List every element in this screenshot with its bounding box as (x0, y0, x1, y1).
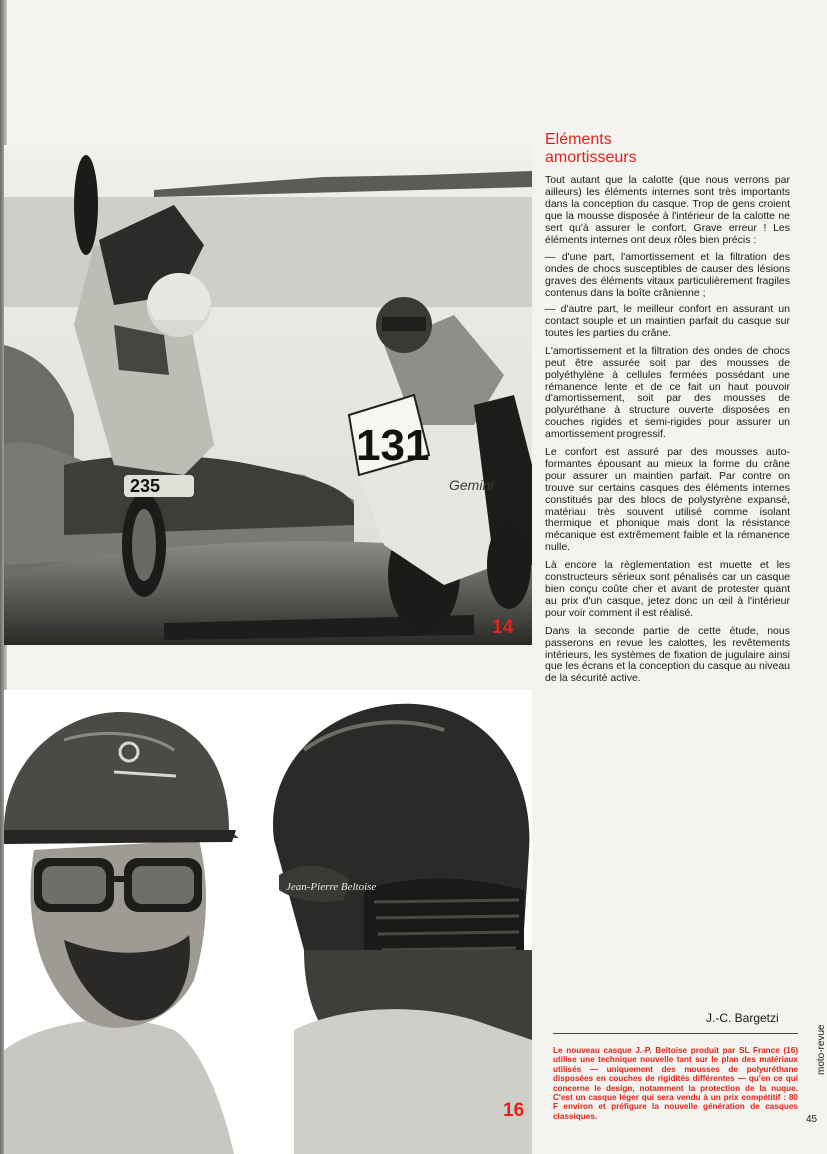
figure-number-16: 16 (503, 1100, 525, 1121)
magazine-name: moto-revue (816, 1024, 827, 1075)
svg-text:Gemini: Gemini (449, 477, 494, 493)
paragraph-intro: Tout autant que la calotte (que nous verrons par ailleurs) les éléments internes sont très importants dans la conception du casque. Trop de gens croient que la mousse disposée à l'intérieur de la calotte ne sert qu'à assurer le confort. Grave erreur ! Les éléments internes ont deux rôles bien précis : (545, 174, 790, 246)
paragraph-damping: L'amortissement et la filtration des ondes de chocs peut être assurée soit par des mousses de polyéthylène à cellules fermées possédant une rémanence lente et de ce fait un haut pouvoir d'amortissement, soit par des mousses de polyuréthane à structure ouverte disposées en couches rigides et semi-rigides pour assurer un amortissement progressif. (545, 344, 790, 441)
racing-number-plate: 131 (356, 421, 430, 470)
section-heading (545, 131, 790, 167)
paragraph-comfort: Le confort est assuré par des mousses auto-formantes épousant au mieux la forme du crâne pour assurer un maintien parfait. Par contre on trouve sur certains casques des éléments internes constitués par des blocs de polystyrène expansé, matériau très souvent utilisé comme isolant thermique et phonique mais dont la résistance mécanique est extrêmement faible et la rémanence nulle. (545, 446, 790, 554)
photo-helmets (4, 690, 532, 1154)
paragraph-regulation: Là encore la règlementation est muette et les constructeurs sérieux sont pénalisés car un casque bien conçu coûte cher et avant de protester quant au prix d'un casque, jetez donc un œil à l'intérieur pour voir comment il est réalisé. (545, 559, 790, 619)
paragraph-role-2: — d'autre part, le meilleur confort en assurant un contact souple et un maintien parfait du casque sur toutes les parties du crâne. (545, 303, 790, 339)
helmets-illustration (4, 690, 532, 1154)
figure-number-14: 14 (492, 617, 514, 638)
photo-caption: Le nouveau casque J.-P. Beltoise produit par SL France (16) utilise une technique nouvelle tant sur le plan des matériaux utilisés — uniquement des mousses de polyuréthane disposées en couches de rigidités différentes — qu'en ce qui concerne le design, notamment la protection de la nuque. C'est un casque léger qui sera vendu à un prix compétitif : 80 F environ et préfigure la nouvelle génération de casques classiques. (553, 1046, 798, 1121)
article-column (545, 131, 790, 691)
helmet-rear-view (273, 704, 532, 1154)
svg-text:Jean-Pierre Beltoise: Jean-Pierre Beltoise (286, 881, 377, 893)
paragraph-role-1: — d'une part, l'amortissement et la filtration des ondes de chocs susceptibles de causer des lésions graves des éléments vitaux particulièrement fragiles contenus dans la boîte crânienne ; (545, 251, 790, 300)
page-number: 45 (806, 1114, 818, 1125)
paragraph-next-part: Dans la seconde partie de cette étude, nous passerons en revue les calottes, les revêtements intérieurs, les systèmes de fixation de jugulaire ainsi que les écrans et la conception du casque au niveau de la sécurité active. (545, 624, 790, 685)
heading-line-1: Eléments (545, 131, 612, 148)
rear-number-plate: 235 (130, 476, 161, 496)
photo-motorcycle-racing (4, 145, 532, 645)
heading-line-2: amortisseurs (545, 149, 637, 166)
caption-divider (553, 1033, 798, 1034)
motorcycle-racing-illustration (4, 145, 532, 645)
author-byline: J.-C. Bargetzi (706, 1011, 779, 1025)
man-with-open-helmet (4, 712, 239, 1154)
